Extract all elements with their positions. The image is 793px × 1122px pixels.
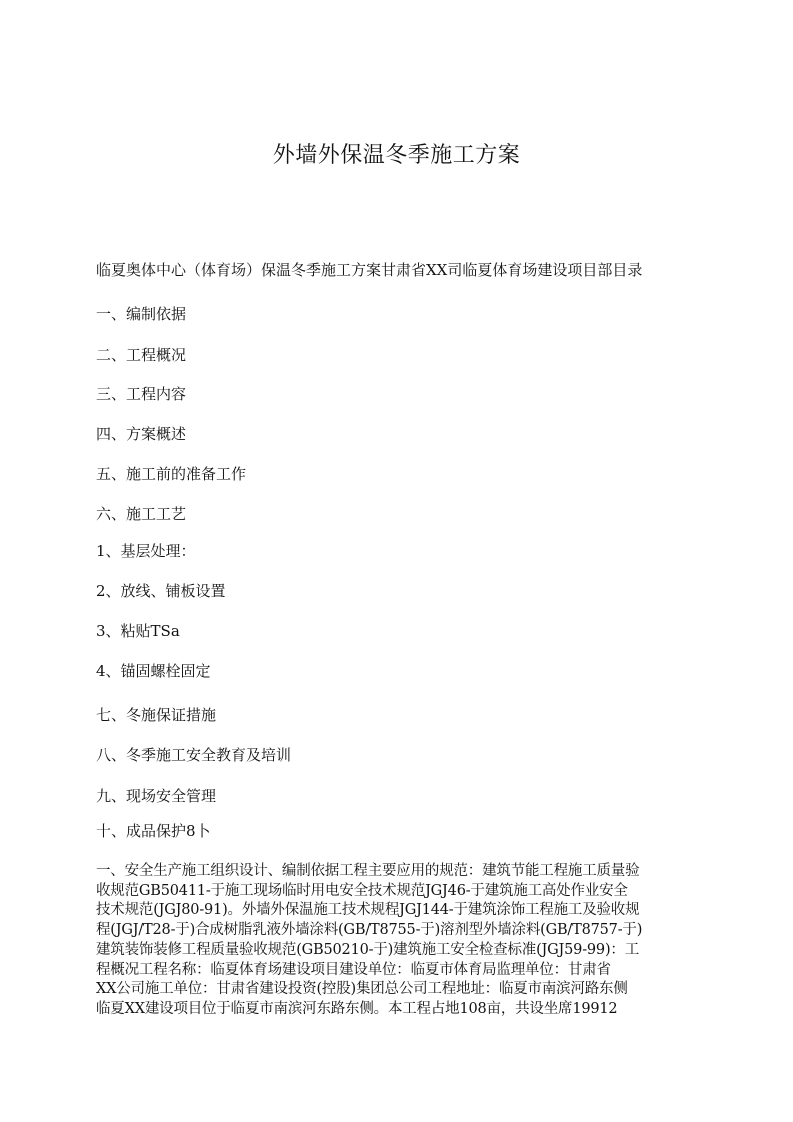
toc-item-safety-training: 八、冬季施工安全教育及培训 — [96, 746, 292, 764]
body-paragraph — [96, 862, 716, 1020]
toc-item-site-safety: 九、现场安全管理 — [96, 787, 217, 805]
body-line: XX公司施工单位：甘肃省建设投资(控股)集团总公司工程地址：临夏市南滨河路东侧 — [96, 981, 628, 998]
toc-item-compilation-basis: 一、编制依据 — [96, 305, 187, 323]
body-line: 建筑装饰装修工程质量验收规范(GB50210-于)建筑施工安全检查标准(JGJ59-99)：工 — [96, 941, 639, 958]
body-line: 收规范GB50411-于施工现场临时用电安全技术规范JGJ46-于建筑施工高处作业安全 — [96, 882, 628, 899]
body-line: 临夏XX建设项目位于临夏市南滨河东路东侧。本工程占地108亩，共设坐席19912 — [96, 1000, 618, 1017]
toc-item-product-protection: 十、成品保护8卜 — [96, 822, 211, 840]
toc-item-project-overview: 二、工程概况 — [96, 346, 187, 364]
document-title: 外墙外保温冬季施工方案 — [272, 143, 521, 168]
toc-item-preparation: 五、施工前的准备工作 — [96, 465, 247, 483]
toc-item-paste-tsa: 3、粘贴TSa — [96, 622, 180, 640]
body-line: 技术规范(JGJ80-91)。外墙外保温施工技术规程JGJ144-于建筑涂饰工程施工及验收规 — [96, 902, 640, 919]
toc-item-winter-measures: 七、冬施保证措施 — [96, 706, 217, 724]
toc-item-plan-summary: 四、方案概述 — [96, 425, 187, 443]
toc-item-project-content: 三、工程内容 — [96, 385, 187, 403]
toc-item-construction-process: 六、施工工艺 — [96, 505, 187, 523]
toc-item-layout-boards: 2、放线、铺板设置 — [96, 582, 226, 600]
document-subtitle: 临夏奥体中心（体育场）保温冬季施工方案甘肃省XX司临夏体育场建设项目部目录 — [96, 261, 643, 279]
body-line: 一、安全生产施工组织设计、编制依据工程主要应用的规范：建筑节能工程施工质量验 — [96, 863, 640, 879]
body-line: 程(JGJ/T28-于)合成树脂乳液外墙涂料(GB/T8755-于)溶剂型外墙涂料(GB/T8757-于) — [96, 922, 643, 939]
toc-item-base-treatment: 1、基层处理： — [96, 542, 196, 560]
body-line: 程概况工程名称：临夏体育场建设项目建设单位：临夏市体育局监理单位：甘肃省 — [96, 961, 611, 978]
toc-item-anchor-bolts: 4、锚固螺栓固定 — [96, 662, 211, 680]
